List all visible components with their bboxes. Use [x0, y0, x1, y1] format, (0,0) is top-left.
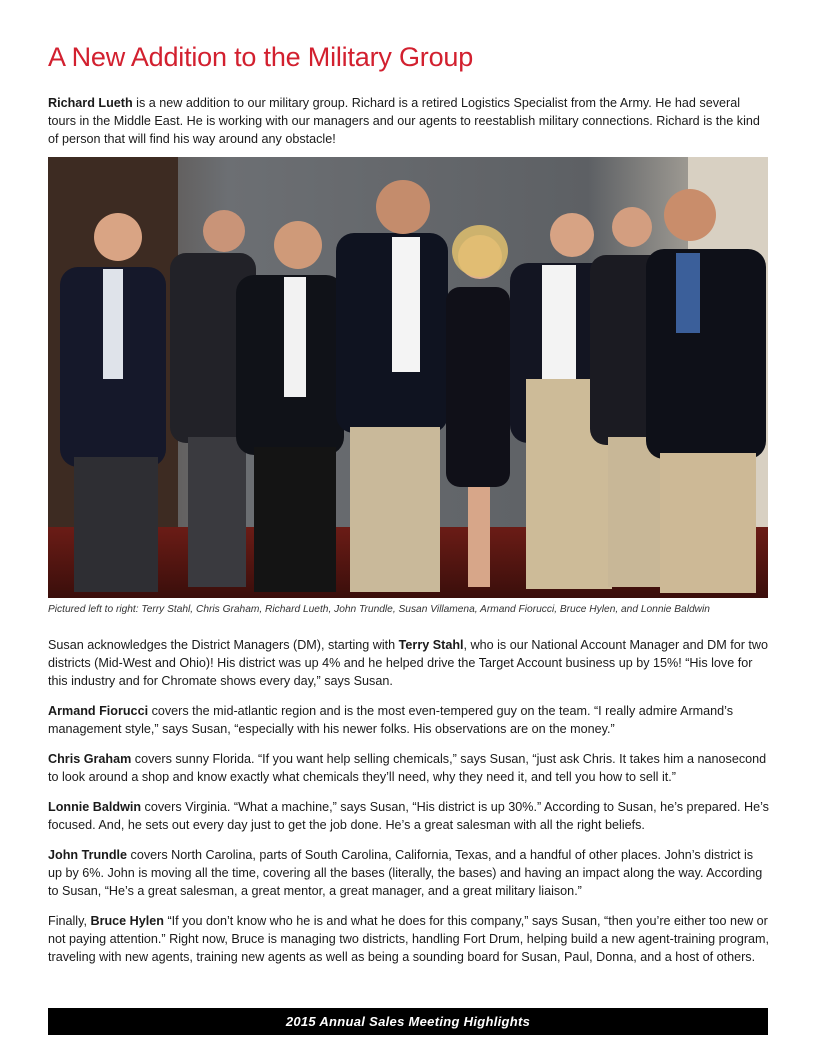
paragraph-pre: Susan acknowledges the District Managers (DM), starting with [48, 638, 399, 652]
footer-banner: 2015 Annual Sales Meeting Highlights [48, 1008, 768, 1035]
group-photo [48, 157, 768, 598]
paragraph-text: “If you don’t know who he is and what he does for this company,” says Susan, “then you’re either too new or not paying attention.” Right now, Bruce is managing two districts, handling Fort Drum, helping build a new agent-training program, traveling with new agents, training new agents as well as being a sounding board for Susan, Paul, Donna, and a host of others. [48, 914, 770, 964]
page-title: A New Addition to the Military Group [48, 42, 474, 72]
paragraph-text: covers sunny Florida. “If you want help selling chemicals,” says Susan, “just ask Chris. It takes him a nanosecond to look around a shop and know exactly what chemicals they’ll need, why they need it, and tell you how to sell it.” [48, 752, 767, 784]
paragraph-text: , who is our National Account Manager and DM for two districts (Mid-West and Ohio)! His district was up 4% and he helped drive the Target Account business up by 15%! “His love for this industry and for Chromate shows every day,” says Susan. [48, 638, 769, 688]
paragraph-name: Chris Graham [48, 752, 132, 766]
paragraph-terry-stahl [48, 636, 770, 690]
intro-paragraph [48, 94, 770, 148]
paragraph-name: Armand Fiorucci [48, 704, 149, 718]
paragraph-pre: Finally, [48, 914, 91, 928]
paragraph-lonnie-baldwin [48, 798, 770, 834]
paragraph-name: Bruce Hylen [90, 914, 164, 928]
paragraph-name: John Trundle [48, 848, 128, 862]
paragraph-chris-graham [48, 750, 770, 786]
paragraph-john-trundle [48, 846, 770, 900]
paragraph-text: covers Virginia. “What a machine,” says Susan, “His district is up 30%.” According to Susan, he’s prepared. He’s focused. And, he sets out every day just to get the job done. He’s a great salesman with all the right beliefs. [48, 800, 769, 832]
paragraph-text: covers North Carolina, parts of South Carolina, California, Texas, and a handful of other places. John’s district is up by 6%. John is moving all the time, covering all the bases (literally, the bases) and having an impact along the way. According to Susan, “He’s a great salesman, a great mentor, a great manager, and a great military liaison.” [48, 848, 763, 898]
paragraph-text: covers the mid-atlantic region and is the most even-tempered guy on the team. “I really admire Armand’s management style,” says Susan, “especially with his newer folks. His observations are on the money.” [48, 704, 734, 736]
paragraph-name: Terry Stahl [398, 638, 464, 652]
paragraph-name: Lonnie Baldwin [48, 800, 142, 814]
paragraph-armand-fiorucci [48, 702, 770, 738]
paragraph-bruce-hylen [48, 912, 770, 966]
intro-text: is a new addition to our military group. Richard is a retired Logistics Specialist from the Army. He had several tours in the Middle East. He is working with our managers and our agents to reestablish military connections. Richard is the kind of person that will find his way around any obstacle! [48, 96, 760, 146]
intro-name: Richard Lueth [48, 96, 133, 110]
photo-caption: Pictured left to right: Terry Stahl, Chris Graham, Richard Lueth, John Trundle, Susan Villamena, Armand Fiorucci, Bruce Hylen, and Lonnie Baldwin [48, 604, 710, 615]
